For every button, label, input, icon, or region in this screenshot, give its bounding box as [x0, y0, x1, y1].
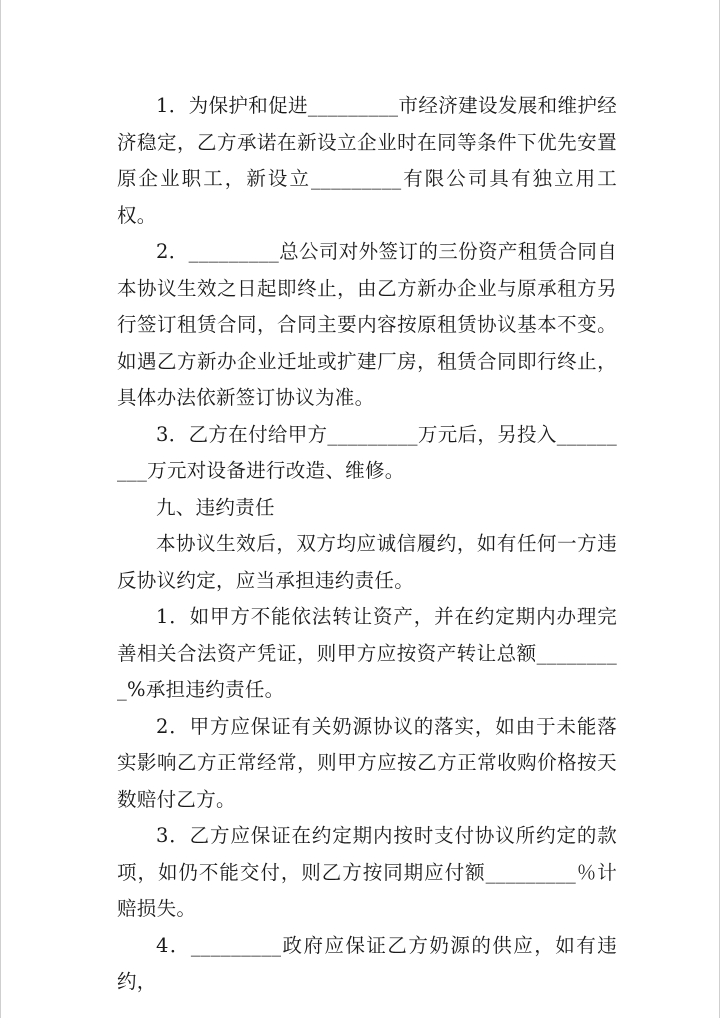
clause-paragraph: 2．甲方应保证有关奶源协议的落实，如由于未能落实影响乙方正常经常，则甲方应按乙方正常收购价格按天数赔付乙方。: [117, 714, 617, 811]
section-intro-paragraph: 本协议生效后，双方均应诚信履约，如有任何一方违反协议约定，应当承担违约责任。: [117, 532, 617, 592]
document-body: [117, 88, 617, 1001]
clause-paragraph: 3．乙方在付给甲方_________万元后，另投入_________万元对设备进行改造、维修。: [117, 422, 617, 482]
clause-paragraph: 1．为保护和促进_________市经济建设发展和维护经济稳定，乙方承诺在新设立企业时在同等条件下优先安置原企业职工，新设立_________有限公司具有独立用工权。: [117, 94, 617, 227]
clause-paragraph: 4．_________政府应保证乙方奶源的供应，如有违约，: [117, 933, 617, 993]
section-heading: 九、违约责任: [156, 495, 275, 519]
clause-paragraph: 3．乙方应保证在约定期内按时支付协议所约定的款项，如仍不能交付，则乙方按同期应付额_________％计赔损失。: [117, 824, 617, 920]
clause-paragraph: 1．如甲方不能依法转让资产，并在约定期内办理完善相关合法资产凭证，则甲方应按资产转让总额_________%承担违约责任。: [117, 605, 617, 701]
clause-paragraph: 2．_________总公司对外签订的三份资产租赁合同自本协议生效之日起即终止，由乙方新办企业与原承租方另行签订租赁合同，合同主要内容按原租赁协议基本不变。如遇乙方新办企业迁址或扩建厂房，租赁合同即行终止，具体办法依新签订协议为准。: [117, 240, 617, 409]
